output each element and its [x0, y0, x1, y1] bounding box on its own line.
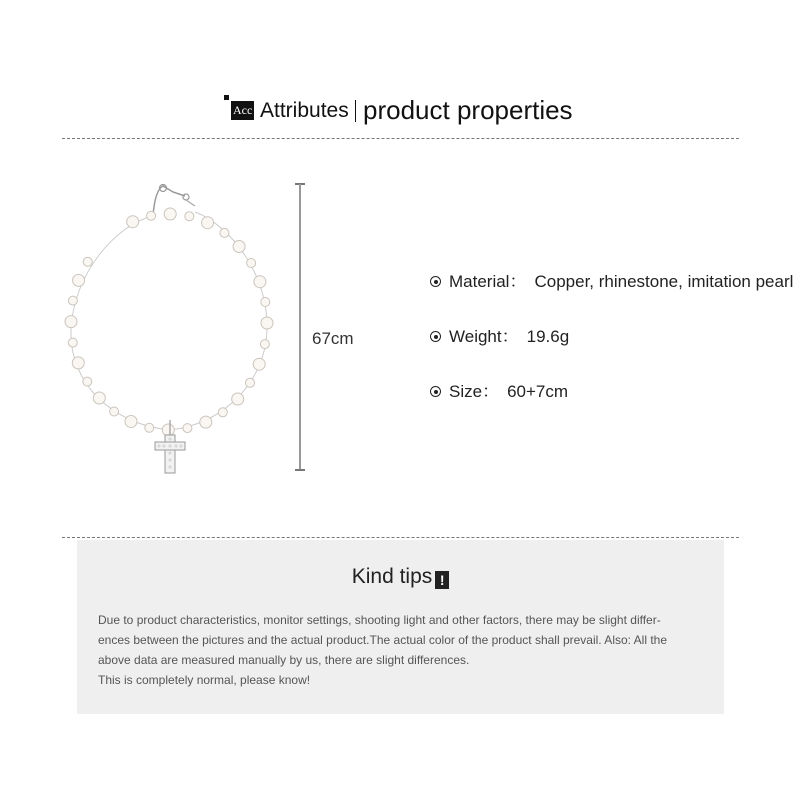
exclamation-icon: ! [435, 571, 449, 589]
tips-text [98, 610, 713, 690]
pearl-bead [202, 217, 214, 229]
pearl-bead [147, 211, 156, 220]
bullet-icon [430, 276, 441, 287]
length-ruler [292, 182, 308, 474]
cross-pendant [155, 420, 185, 473]
top-dashed-divider [62, 138, 739, 139]
pearl-bead [220, 228, 229, 237]
property-value: 60+7cm [507, 382, 569, 401]
page-title: product properties [363, 95, 573, 125]
pearl-bead [93, 392, 105, 404]
kind-tips-panel [77, 540, 724, 714]
property-size [430, 381, 568, 403]
header-attributes: Attributes [260, 99, 349, 122]
pearl-bead [110, 407, 119, 416]
pearl-bead [83, 377, 92, 386]
pearl-bead [65, 316, 77, 328]
pearl-bead [200, 416, 212, 428]
pearl-bead [68, 296, 77, 305]
property-value: Copper, rhinestone, imitation pearl [534, 272, 794, 291]
header-dot [224, 95, 229, 100]
pearl-bead [246, 378, 255, 387]
tips-title [77, 565, 724, 589]
pearl-bead [253, 358, 265, 370]
tips-line: This is completely normal, please know! [98, 673, 311, 687]
pearl-bead [218, 408, 227, 417]
pearl-bead [127, 216, 139, 228]
pearl-bead [247, 259, 256, 268]
necklace-image [55, 180, 285, 480]
pearl-bead [183, 424, 192, 433]
pearl-bead [73, 274, 85, 286]
length-label: 67cm [312, 329, 354, 348]
bullet-icon [430, 331, 441, 342]
pearl-bead [83, 257, 92, 266]
property-label: Material： [449, 272, 527, 291]
tips-line: above data are measured manually by us, there are slight differences. [98, 653, 470, 667]
property-material [430, 271, 793, 293]
pearl-bead [254, 276, 266, 288]
pearl-bead [164, 208, 176, 220]
pearl-bead [125, 416, 137, 428]
property-label: Size： [449, 382, 500, 401]
property-label: Weight： [449, 327, 519, 346]
pearl-bead [145, 423, 154, 432]
property-weight [430, 326, 569, 348]
tips-line: ences between the pictures and the actual product.The actual color of the product shall prevail. Also: All the [98, 633, 668, 647]
bullet-icon [430, 386, 441, 397]
pearl-bead [68, 338, 77, 347]
tips-line: Due to product characteristics, monitor settings, shooting light and other factors, there may be slight differ- [98, 613, 661, 627]
tips-title-text: Kind tips [351, 565, 433, 588]
pearl-bead [233, 241, 245, 253]
pearl-bead [185, 212, 194, 221]
pearl-bead [261, 317, 273, 329]
property-value: 19.6g [526, 327, 570, 346]
pearl-bead [261, 298, 270, 307]
bottom-dashed-divider [62, 537, 739, 538]
pearl-bead [162, 424, 174, 436]
header-divider [355, 100, 356, 122]
header-tag: Acc [231, 101, 254, 120]
pearl-bead [260, 340, 269, 349]
pearl-bead [232, 393, 244, 405]
pearl-bead [72, 357, 84, 369]
